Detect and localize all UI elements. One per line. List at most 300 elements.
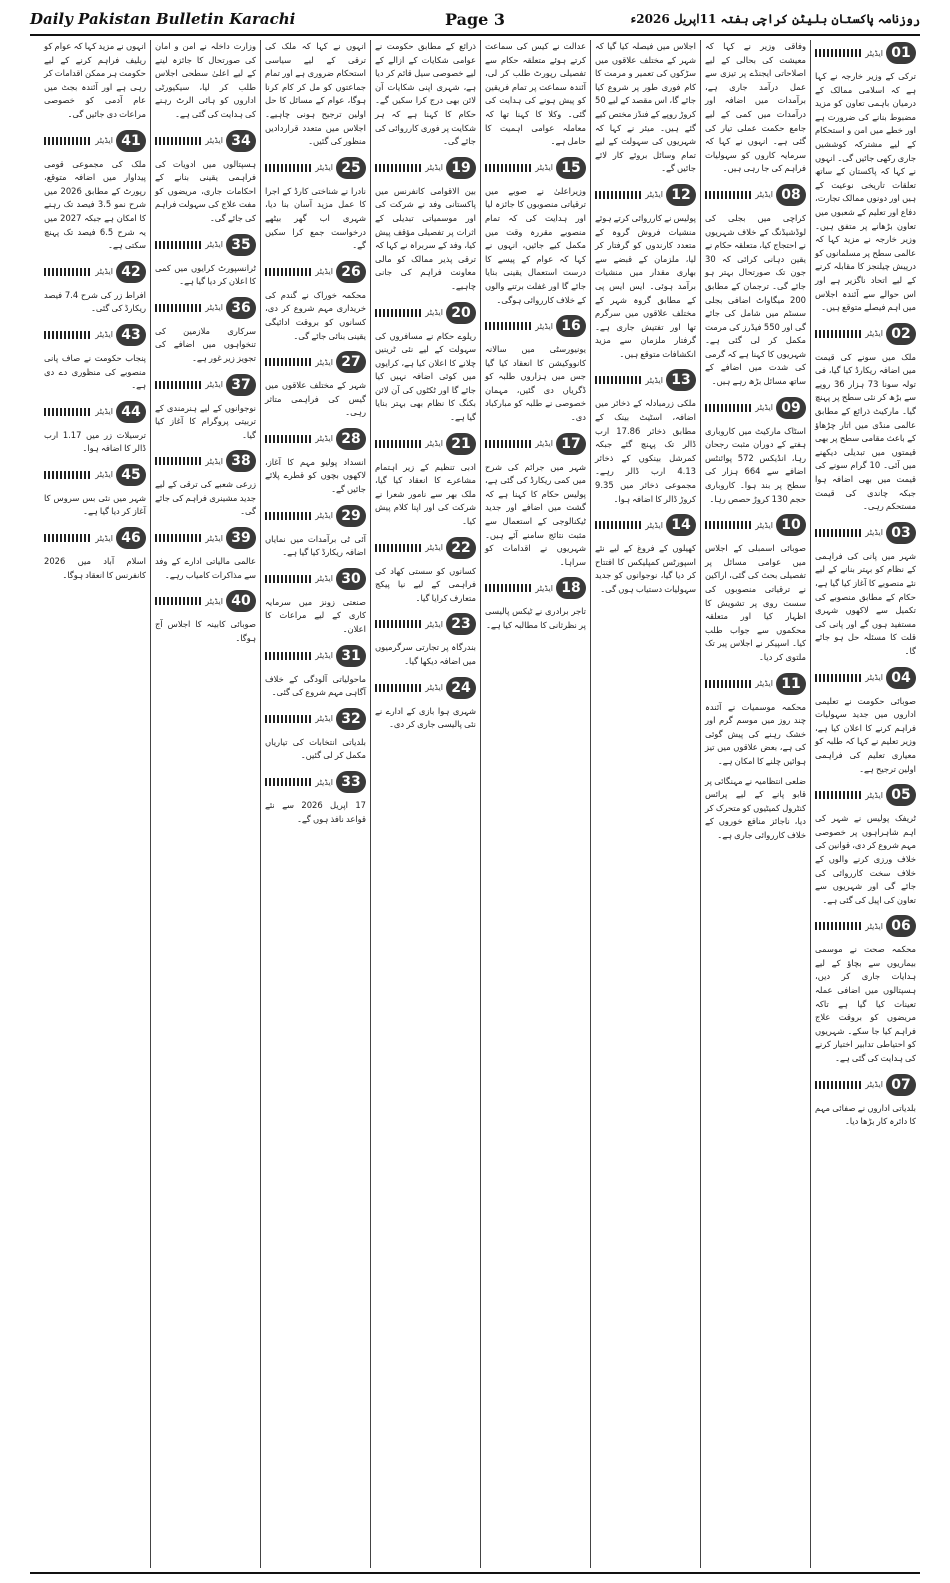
story-number-badge [815, 782, 916, 808]
badge-tag-label: ایڈیٹر [645, 190, 663, 200]
page-number: Page 3 [444, 10, 506, 29]
badge-tag-label: ایڈیٹر [755, 190, 773, 200]
story-text: ملک میں سونے کی قیمت میں اضافہ ریکارڈ کیا گیا، فی تولہ سونا 73 ہزار 36 روپے سے بڑھ کر نئی سطح پر پہنچ گیا۔ مارکیٹ ذرائع کے مطابق عالمی منڈی میں اتار چڑھاؤ کے باعث مقامی سطح پر بھی قیمتوں میں تبدیلی دیکھنے میں آئی۔ 10 گرام سونے کی قیمت میں بھی اضافہ ہوا جبکہ چاندی کی قیمت مستحکم رہی۔ [815, 351, 916, 512]
story-number-badge [155, 588, 256, 614]
badge-dotted-rule [155, 534, 202, 542]
story-text: انہوں نے کہا کہ ملک کی ترقی کے لیے سیاسی استحکام ضروری ہے اور تمام جماعتوں کو مل کر کام کرنا ہوگا، عوام کے مسائل کا حل اولین ترجیح ہونی چاہیے۔ اجلاس میں متعدد قراردادیں منظور کی گئیں۔ [265, 41, 366, 147]
news-story [44, 128, 146, 253]
story-text: انہوں نے مزید کہا کہ عوام کو ریلیف فراہم کرنے کے لیے حکومت ہر ممکن اقدامات کر رہی ہے اور آئندہ بجٹ میں عام آدمی کو خصوصی مراعات دی جائیں گی۔ [44, 41, 146, 119]
badge-tag-label: ایڈیٹر [205, 596, 223, 606]
badge-dotted-rule [815, 922, 862, 930]
badge-dotted-rule [44, 471, 92, 479]
story-number: 21 [446, 433, 476, 455]
story-number: 02 [886, 323, 916, 345]
news-column [700, 40, 810, 1568]
news-story [595, 40, 696, 176]
badge-dotted-rule [595, 191, 642, 199]
news-story [265, 643, 366, 700]
news-story [705, 395, 806, 507]
news-story [595, 182, 696, 362]
news-story [375, 535, 476, 606]
badge-dotted-rule [44, 408, 92, 416]
story-text: زرعی شعبے کی ترقی کے لیے جدید مشینری فراہم کی جائے گی۔ [155, 479, 256, 517]
story-number-badge [375, 675, 476, 701]
story-text: ترکی کے وزیر خارجہ نے کہا ہے کہ اسلامی ممالک کے درمیان باہمی تعاون کو مزید مضبوط بنانے کی ضرورت ہے اور خطے میں امن و استحکام کے لیے مشترکہ کوششیں جاری رکھی جائیں گی۔ انہوں نے کہا کہ پاکستان کے ساتھ تعلقات تاریخی نوعیت کے ہیں اور دونوں ممالک تجارت، دفاع اور تعلیم کے شعبوں میں تعاون بڑھانے پر متفق ہیں۔ وزیر خارجہ نے مزید کہا کہ عالمی سطح پر مسلمانوں کو درپیش چیلنجز کا مقابلہ کرنے کے لیے اتحاد ناگزیر ہے اور اس حوالے سے آئندہ اجلاس میں اہم فیصلے متوقع ہیں۔ [815, 71, 916, 313]
badge-tag-label: ایڈیٹر [95, 136, 113, 146]
story-number: 15 [556, 157, 586, 179]
story-text: کسانوں کو سستی کھاد کی فراہمی کے لیے نیا پیکج متعارف کرایا گیا۔ [375, 565, 476, 603]
story-number: 38 [226, 450, 256, 472]
badge-tag-label: ایڈیٹر [425, 308, 443, 317]
story-number-badge [485, 575, 586, 601]
badge-dotted-rule [155, 137, 202, 145]
story-text: محکمہ صحت نے موسمی بیماریوں سے بچاؤ کے لیے ہدایات جاری کر دیں، ہسپتالوں میں اضافی عملہ تعینات کیا گیا ہے تاکہ مریضوں کو بروقت علاج فراہم کیا جا سکے۔ شہریوں کو احتیاطی تدابیر اختیار کرنے کی ہدایت کی گئی ہے۔ [815, 944, 916, 1064]
news-story [265, 349, 366, 420]
news-column [480, 40, 590, 1568]
badge-dotted-rule [265, 164, 312, 172]
news-story [44, 462, 146, 519]
news-story [815, 40, 916, 315]
badge-tag-label: ایڈیٹر [205, 533, 223, 543]
story-number-badge [155, 525, 256, 551]
story-number: 14 [666, 514, 696, 536]
story-number-badge [265, 349, 366, 375]
story-number-badge [44, 128, 146, 154]
news-story [815, 782, 916, 907]
badge-dotted-rule [155, 381, 202, 389]
badge-dotted-rule [265, 715, 312, 723]
story-number-badge [265, 155, 366, 181]
story-number-badge [485, 431, 586, 457]
news-story [265, 706, 366, 763]
badge-tag-label: ایڈیٹر [315, 777, 333, 787]
badge-tag-label: ایڈیٹر [865, 528, 883, 538]
story-number: 26 [336, 261, 366, 283]
story-number-badge [815, 520, 916, 546]
story-number-badge [265, 426, 366, 452]
badge-dotted-rule [485, 164, 532, 172]
badge-tag-label: ایڈیٹر [645, 520, 663, 530]
badge-tag-label: ایڈیٹر [205, 380, 223, 389]
badge-dotted-rule [815, 674, 862, 682]
story-text: آئی ٹی برآمدات میں نمایاں اضافہ ریکارڈ کیا گیا ہے۔ [265, 533, 366, 558]
news-story [265, 426, 366, 497]
news-story [375, 40, 476, 149]
badge-tag-label: ایڈیٹر [425, 543, 443, 553]
news-story [375, 431, 476, 529]
story-text: پولیس نے کارروائی کرتے ہوئے منشیات فروش گروہ کے متعدد کارندوں کو گرفتار کر لیا، ملزمان کے قبضے سے بھاری مقدار میں منشیات برآمد ہوئی۔ ایس ایس پی کے مطابق گروہ شہر کے مختلف علاقوں میں سرگرم تھا اور تفتیش جاری ہے۔ گرفتار ملزمان سے مزید انکشافات متوقع ہیں۔ [595, 212, 696, 359]
story-number-badge [44, 462, 146, 488]
badge-dotted-rule [375, 309, 422, 317]
story-text: انسداد پولیو مہم کا آغاز، لاکھوں بچوں کو قطرے پلائے جائیں گے۔ [265, 456, 366, 495]
story-text: پنجاب حکومت نے صاف پانی منصوبے کی منظوری دے دی ہے۔ [44, 352, 146, 391]
news-story [705, 40, 806, 176]
news-story [265, 769, 366, 826]
badge-dotted-rule [375, 620, 422, 628]
story-text: محکمہ موسمیات نے آئندہ چند روز میں موسم گرم اور خشک رہنے کی پیش گوئی کی ہے، بعض علاقوں میں تیز ہوائیں چلنے کا امکان ہے۔ [705, 701, 806, 766]
story-number: 11 [776, 673, 806, 695]
story-text: سرکاری ملازمین کی تنخواہوں میں اضافے کی تجویز زیر غور ہے۔ [155, 325, 256, 363]
story-number: 44 [116, 401, 146, 423]
badge-tag-label: ایڈیٹر [315, 357, 333, 367]
story-number-badge [155, 295, 256, 321]
badge-tag-label: ایڈیٹر [95, 267, 113, 277]
story-number: 28 [336, 428, 366, 450]
story-text: شہر میں پانی کی فراہمی کے نظام کو بہتر بنانے کے لیے نئے منصوبے کا آغاز کیا گیا ہے، حکام کے مطابق منصوبے کی تکمیل سے لاکھوں شہری مستفید ہوں گے اور پانی کی قلت کا مسئلہ حل ہو جائے گا۔ [815, 550, 916, 656]
story-text: بلدیاتی انتخابات کی تیاریاں مکمل کر لی گئیں۔ [265, 736, 366, 761]
badge-tag-label: ایڈیٹر [425, 683, 443, 693]
bottom-rule [30, 1572, 920, 1574]
story-number: 29 [336, 505, 366, 527]
story-number-badge [815, 665, 916, 691]
story-number: 43 [116, 324, 146, 346]
news-story [44, 399, 146, 456]
badge-dotted-rule [44, 137, 92, 145]
news-columns [30, 40, 920, 1568]
badge-tag-label: ایڈیٹر [755, 679, 773, 689]
story-number: 24 [446, 677, 476, 699]
story-number-badge [265, 643, 366, 669]
badge-tag-label: ایڈیٹر [865, 48, 883, 58]
story-text: کھیلوں کے فروغ کے لیے نئے اسپورٹس کمپلیکس کا افتتاح کر دیا گیا، نوجوانوں کو جدید سہولیات دستیاب ہوں گی۔ [595, 543, 696, 594]
story-number: 06 [886, 915, 916, 937]
story-number-badge [595, 182, 696, 208]
story-text: تاجر برادری نے ٹیکس پالیسی پر نظرثانی کا مطالبہ کیا ہے۔ [485, 606, 586, 630]
badge-dotted-rule [265, 435, 312, 443]
news-story [705, 182, 806, 389]
story-text: وفاقی وزیر نے کہا کہ معیشت کی بحالی کے لیے اصلاحاتی ایجنڈے پر تیزی سے عمل درآمد جاری ہے، برآمدات میں اضافہ اور درآمدات میں کمی کے لیے جامع حکمت عملی تیار کی گئی ہے۔ انہوں نے کہا کہ سرمایہ کاروں کو سہولیات فراہم کی جا رہی ہیں۔ [705, 41, 806, 174]
story-number: 31 [336, 645, 366, 667]
news-story [815, 665, 916, 777]
badge-tag-label: ایڈیٹر [95, 407, 113, 417]
badge-tag-label: ایڈیٹر [315, 511, 333, 521]
badge-tag-label: ایڈیٹر [425, 439, 443, 449]
badge-tag-label: ایڈیٹر [315, 163, 333, 173]
story-number-badge [265, 503, 366, 529]
story-number-badge [155, 372, 256, 398]
story-number: 03 [886, 522, 916, 544]
story-number-badge [815, 1072, 916, 1098]
badge-tag-label: ایڈیٹر [95, 533, 113, 543]
story-number: 08 [776, 184, 806, 206]
badge-dotted-rule [815, 791, 862, 799]
news-story [705, 512, 806, 664]
story-number: 32 [336, 708, 366, 730]
story-text: ہسپتالوں میں ادویات کی فراہمی یقینی بنانے کے احکامات جاری، مریضوں کو مفت علاج کی سہولت فراہم کی جائے گی۔ [155, 158, 256, 223]
news-column [810, 40, 920, 1568]
news-story [155, 448, 256, 519]
story-number-badge [705, 671, 806, 697]
badge-tag-label: ایڈیٹر [755, 403, 773, 413]
news-story [44, 259, 146, 316]
badge-dotted-rule [815, 1081, 862, 1089]
story-number: 35 [226, 234, 256, 256]
story-text: افراط زر کی شرح 7.4 فیصد ریکارڈ کی گئی۔ [44, 289, 146, 314]
news-column [150, 40, 260, 1568]
badge-tag-label: ایڈیٹر [205, 240, 223, 250]
badge-dotted-rule [265, 358, 312, 366]
story-number-badge [265, 706, 366, 732]
badge-tag-label: ایڈیٹر [645, 375, 663, 385]
story-text: وزیراعلیٰ نے صوبے میں ترقیاتی منصوبوں کا جائزہ لیا اور ہدایت کی کہ تمام منصوبے مقررہ وقت میں مکمل کیے جائیں، انہوں نے کہا کہ عوام کے پیسے کا درست استعمال یقینی بنایا جائے گا اور غفلت برتنے والوں کے خلاف کارروائی ہوگی۔ [485, 185, 586, 305]
story-text: شہر میں جرائم کی شرح میں کمی ریکارڈ کی گئی ہے، پولیس حکام کا کہنا ہے کہ گشت میں اضافے اور جدید ٹیکنالوجی کے استعمال سے مثبت نتائج سامنے آئے ہیں۔ شہریوں نے اقدامات کو سراہا۔ [485, 461, 586, 567]
story-text: بندرگاہ پر تجارتی سرگرمیوں میں اضافہ دیکھا گیا۔ [375, 642, 476, 666]
story-number: 42 [116, 261, 146, 283]
story-number-badge [375, 431, 476, 457]
badge-tag-label: ایڈیٹر [425, 163, 443, 173]
news-story [155, 128, 256, 226]
news-story [485, 40, 586, 149]
badge-dotted-rule [705, 680, 752, 688]
story-text: ملکی زرمبادلہ کے ذخائر میں اضافہ، اسٹیٹ بینک کے مطابق ذخائر 17.86 ارب ڈالر تک پہنچ گئے جبکہ کمرشل بینکوں کے ذخائر 4.13 ارب ڈالر رہے۔ مجموعی ذخائر میں 9.35 کروڑ ڈالر کا اضافہ ہوا۔ [595, 398, 696, 504]
story-text: اسلام آباد میں 2026 کانفرنس کا انعقاد ہوگا۔ [44, 556, 146, 580]
story-number: 37 [226, 374, 256, 396]
news-story [485, 431, 586, 570]
badge-dotted-rule [815, 529, 862, 537]
badge-tag-label: ایڈیٹر [865, 673, 883, 683]
badge-dotted-rule [265, 652, 312, 660]
story-number-badge [44, 259, 146, 285]
news-story [265, 566, 366, 637]
story-number: 34 [226, 130, 256, 152]
story-number-badge [265, 566, 366, 592]
badge-dotted-rule [44, 331, 92, 339]
badge-dotted-rule [705, 404, 752, 412]
badge-tag-label: ایڈیٹر [535, 439, 553, 449]
badge-dotted-rule [155, 597, 202, 605]
news-column [260, 40, 370, 1568]
news-story [155, 40, 256, 122]
story-number: 33 [336, 771, 366, 793]
story-text: نادرا نے شناختی کارڈ کے اجرا کا عمل مزید آسان بنا دیا، شہری اب گھر بیٹھے درخواست جمع کرا سکیں گے۔ [265, 185, 366, 251]
badge-dotted-rule [705, 191, 752, 199]
badge-dotted-rule [265, 512, 312, 520]
story-text: نوجوانوں کے لیے ہنرمندی کے تربیتی پروگرام کا آغاز کیا گیا۔ [155, 402, 256, 440]
badge-dotted-rule [485, 440, 532, 448]
news-story [705, 671, 806, 769]
badge-dotted-rule [265, 575, 312, 583]
story-text: ریلوے حکام نے مسافروں کی سہولت کے لیے نئی ٹرینیں چلانے کا اعلان کیا ہے، کرایوں میں کوئی اضافہ نہیں کیا جائے گا اور ٹکٹوں کی آن لائن بکنگ کا نظام بھی بہتر بنایا گیا ہے۔ [375, 330, 476, 423]
news-story [815, 913, 916, 1065]
badge-dotted-rule [44, 268, 92, 276]
story-text: ادبی تنظیم کے زیر اہتمام مشاعرے کا انعقاد کیا گیا، ملک بھر سے نامور شعرا نے شرکت کی اور اپنا کلام پیش کیا۔ [375, 461, 476, 527]
badge-dotted-rule [265, 268, 312, 276]
story-number: 18 [556, 577, 586, 599]
badge-tag-label: ایڈیٹر [315, 434, 333, 444]
badge-tag-label: ایڈیٹر [205, 136, 223, 146]
badge-dotted-rule [265, 778, 312, 786]
news-story [44, 322, 146, 393]
badge-dotted-rule [705, 521, 752, 529]
story-number: 22 [446, 537, 476, 559]
news-column [40, 40, 150, 1568]
badge-tag-label: ایڈیٹر [865, 329, 883, 339]
badge-dotted-rule [485, 584, 532, 592]
story-number: 39 [226, 527, 256, 549]
news-story [815, 321, 916, 514]
news-story [155, 295, 256, 366]
badge-dotted-rule [375, 544, 422, 552]
news-story [595, 367, 696, 506]
badge-dotted-rule [375, 684, 422, 692]
story-text: عدالت نے کیس کی سماعت کرتے ہوئے متعلقہ حکام سے تفصیلی رپورٹ طلب کر لی، آئندہ سماعت پر تمام فریقین کو پیش ہونے کی ہدایت کی گئی۔ وکلا کا کہنا تھا کہ معاملہ عوامی اہمیت کا حامل ہے۔ [485, 41, 586, 147]
badge-tag-label: ایڈیٹر [315, 574, 333, 584]
badge-tag-label: ایڈیٹر [865, 1080, 883, 1090]
story-text: ماحولیاتی آلودگی کے خلاف آگاہی مہم شروع کی گئی۔ [265, 673, 366, 698]
story-text: اسٹاک مارکیٹ میں کاروباری ہفتے کے دوران مثبت رجحان رہا، انڈیکس 572 پوائنٹس اضافے سے 664 ہزار کی سطح پر بند ہوا۔ کاروباری حجم 130 کروڑ حصص رہا۔ [705, 425, 806, 504]
story-number: 23 [446, 613, 476, 635]
news-story [265, 155, 366, 253]
story-text: ٹرانسپورٹ کرایوں میں کمی کا اعلان کر دیا گیا ہے۔ [155, 262, 256, 287]
story-text: صوبائی اسمبلی کے اجلاس میں عوامی مسائل پر تفصیلی بحث کی گئی، اراکین نے ترقیاتی منصوبوں کی سست روی پر تشویش کا اظہار کیا اور متعلقہ محکموں سے جواب طلب کیا۔ اسپیکر نے اجلاس پیر تک ملتوی کر دیا۔ [705, 543, 806, 662]
story-text: اجلاس میں فیصلہ کیا گیا کہ شہر کے مختلف علاقوں میں سڑکوں کی تعمیر و مرمت کا کام فوری طور پر شروع کیا جائے گا، اس مقصد کے لیے 50 کروڑ روپے کے فنڈز مختص کیے گئے ہیں۔ میئر نے کہا کہ شہریوں کی سہولت کے لیے تمام وسائل بروئے کار لائے جائیں گے۔ [595, 41, 696, 174]
top-rule [30, 34, 920, 36]
news-story [375, 300, 476, 425]
story-number-badge [44, 322, 146, 348]
story-number-badge [265, 769, 366, 795]
badge-tag-label: ایڈیٹر [315, 651, 333, 661]
story-number-badge [815, 40, 916, 66]
badge-tag-label: ایڈیٹر [535, 583, 553, 593]
story-number: 07 [886, 1074, 916, 1096]
news-story [155, 525, 256, 582]
news-story [485, 155, 586, 307]
story-text: یونیورسٹی میں سالانہ کانووکیشن کا انعقاد کیا گیا جس میں ہزاروں طلبہ کو ڈگریاں دی گئیں، مہمان خصوصی نے طلبہ کو مبارکباد دی۔ [485, 344, 586, 423]
story-number-badge [375, 155, 476, 181]
badge-tag-label: ایڈیٹر [95, 330, 113, 340]
news-story [44, 525, 146, 582]
story-number: 10 [776, 514, 806, 536]
news-story [155, 372, 256, 443]
badge-dotted-rule [155, 304, 202, 312]
story-number-badge [155, 448, 256, 474]
story-text: بین الاقوامی کانفرنس میں پاکستانی وفد نے شرکت کی اور موسمیاتی تبدیلی کے اثرات پر تفصیلی مؤقف پیش کیا، وفد کے سربراہ نے کہا کہ ترقی پذیر ممالک کو مالی معاونت فراہم کی جانی چاہیے۔ [375, 185, 476, 291]
badge-dotted-rule [375, 440, 422, 448]
badge-dotted-rule [815, 330, 862, 338]
masthead-english-title: Daily Pakistan Bulletin Karachi [30, 10, 296, 28]
story-text: محکمہ خوراک نے گندم کی خریداری مہم شروع کر دی، کسانوں کو بروقت ادائیگی یقینی بنائی جائے گی۔ [265, 289, 366, 341]
story-number: 16 [556, 315, 586, 337]
story-number: 36 [226, 297, 256, 319]
story-number-badge [815, 321, 916, 347]
story-number: 20 [446, 302, 476, 324]
story-number: 01 [886, 42, 916, 64]
badge-dotted-rule [155, 241, 202, 249]
news-column [370, 40, 480, 1568]
story-number-badge [705, 182, 806, 208]
news-story [155, 232, 256, 289]
news-story [265, 503, 366, 560]
story-number: 17 [556, 433, 586, 455]
story-text: شہری ہوا بازی کے ادارے نے نئی پالیسی جاری کر دی۔ [375, 705, 476, 730]
news-story [375, 155, 476, 294]
story-number-badge [375, 535, 476, 561]
badge-tag-label: ایڈیٹر [535, 321, 553, 331]
news-story [705, 775, 806, 843]
story-text: بلدیاتی اداروں نے صفائی مہم کا دائرہ کار بڑھا دیا۔ [815, 1102, 916, 1127]
news-story [485, 575, 586, 632]
badge-tag-label: ایڈیٹر [865, 790, 883, 800]
story-number: 09 [776, 397, 806, 419]
badge-tag-label: ایڈیٹر [205, 456, 223, 466]
story-text: ٹریفک پولیس نے شہر کی اہم شاہراہوں پر خصوصی مہم شروع کر دی، قوانین کی خلاف ورزی کرنے والوں کے خلاف سخت کارروائی کی جائے گی اور شہریوں سے تعاون کی اپیل کی گئی ہے۔ [815, 813, 916, 905]
masthead-urdu-dateline: روزنامہ پاکستان بلیٹن کراچی ہفتہ 11اپریل 2026ء [630, 12, 920, 26]
story-number-badge [595, 512, 696, 538]
story-text: 17 اپریل 2026 سے نئے قواعد نافذ ہوں گے۔ [265, 800, 367, 824]
story-text: ترسیلات زر میں 1.17 ارب ڈالر کا اضافہ ہوا۔ [44, 429, 146, 454]
news-column [590, 40, 700, 1568]
story-number: 45 [116, 464, 146, 486]
story-text: ملک کی مجموعی قومی پیداوار میں اضافہ متوقع، رپورٹ کے مطابق 2026 میں شرح نمو 3.5 فیصد تک رہنے کا امکان ہے جبکہ 2027 میں یہ شرح 6.5 فیصد تک پہنچ سکتی ہے۔ [44, 158, 147, 251]
story-number: 46 [116, 527, 146, 549]
story-number-badge [265, 259, 366, 285]
badge-dotted-rule [595, 376, 642, 384]
badge-dotted-rule [815, 49, 862, 57]
news-story [485, 313, 586, 425]
badge-tag-label: ایڈیٹر [315, 267, 333, 277]
story-number-badge [375, 611, 476, 637]
story-text: صوبائی کابینہ کا اجلاس آج ہوگا۔ [155, 619, 256, 643]
story-text: صنعتی زونز میں سرمایہ کاری کے لیے مراعات کا اعلان۔ [265, 596, 366, 635]
story-number-badge [485, 155, 586, 181]
story-number-badge [485, 313, 586, 339]
story-number-badge [705, 395, 806, 421]
news-story [44, 40, 146, 122]
badge-dotted-rule [375, 164, 422, 172]
story-number-badge [375, 300, 476, 326]
badge-tag-label: ایڈیٹر [865, 921, 883, 931]
story-number-badge [815, 913, 916, 939]
story-number: 41 [116, 130, 146, 152]
news-story [155, 588, 256, 645]
story-text: شہر میں نئی بس سروس کا آغاز کر دیا گیا ہے۔ [44, 492, 146, 517]
news-story [265, 40, 366, 149]
badge-tag-label: ایڈیٹر [205, 303, 223, 313]
story-number: 30 [336, 568, 366, 590]
news-story [595, 512, 696, 596]
badge-tag-label: ایڈیٹر [535, 163, 553, 173]
story-number-badge [155, 232, 256, 258]
story-text: ضلعی انتظامیہ نے مہنگائی پر قابو پانے کے لیے پرائس کنٹرول کمیٹیوں کو متحرک کر دیا، ناجائز منافع خوروں کے خلاف کارروائی جاری ہے۔ [705, 775, 806, 840]
badge-dotted-rule [485, 322, 532, 330]
story-number: 12 [666, 184, 696, 206]
story-text: ذرائع کے مطابق حکومت نے عوامی شکایات کے ازالے کے لیے خصوصی سیل قائم کر دیا ہے، شہری اپنی شکایات آن لائن بھی درج کرا سکیں گے۔ حکام کا کہنا ہے کہ ہر شکایت پر فوری کارروائی کی جائے گی۔ [375, 41, 476, 147]
news-story [815, 1072, 916, 1129]
badge-dotted-rule [155, 457, 202, 465]
story-number-badge [155, 128, 256, 154]
story-text: کراچی میں بجلی کی لوڈشیڈنگ کے خلاف شہریوں نے احتجاج کیا، متعلقہ حکام نے یقین دہانی کرائی کہ 30 جون تک صورتحال بہتر ہو جائے گی۔ ترجمان کے مطابق 200 میگاواٹ اضافی بجلی سسٹم میں شامل کی جائے گی اور 550 فیڈرز کی مرمت مکمل کر لی گئی ہے۔ شہریوں کا کہنا ہے کہ گرمی کی شدت میں اضافے کے ساتھ مسائل بڑھ رہے ہیں۔ [705, 212, 806, 387]
badge-tag-label: ایڈیٹر [755, 520, 773, 530]
badge-dotted-rule [595, 521, 642, 529]
badge-tag-label: ایڈیٹر [95, 470, 113, 480]
badge-dotted-rule [44, 534, 92, 542]
story-number-badge [44, 399, 146, 425]
story-text: صوبائی حکومت نے تعلیمی اداروں میں جدید سہولیات فراہم کرنے کا اعلان کیا ہے، وزیر تعلیم نے کہا کہ طلبہ کو معیاری تعلیم کی فراہمی اولین ترجیح ہے۔ [815, 695, 916, 774]
story-number: 27 [336, 351, 366, 373]
story-number: 05 [886, 784, 916, 806]
badge-tag-label: ایڈیٹر [425, 619, 443, 629]
story-number: 25 [336, 157, 366, 179]
story-number-badge [595, 367, 696, 393]
story-number-badge [705, 512, 806, 538]
story-text: وزارت داخلہ نے امن و امان کی صورتحال کا جائزہ لینے کے لیے اعلیٰ سطحی اجلاس طلب کر لیا، سیکیورٹی اداروں کو ہائی الرٹ رہنے کی ہدایت کی گئی ہے۔ [155, 41, 256, 119]
news-story [375, 675, 476, 732]
story-text: عالمی مالیاتی ادارے کے وفد سے مذاکرات کامیاب رہے۔ [155, 556, 256, 580]
story-number: 13 [666, 369, 696, 391]
story-number: 04 [886, 667, 916, 689]
story-number: 40 [226, 590, 256, 612]
masthead [30, 6, 920, 36]
